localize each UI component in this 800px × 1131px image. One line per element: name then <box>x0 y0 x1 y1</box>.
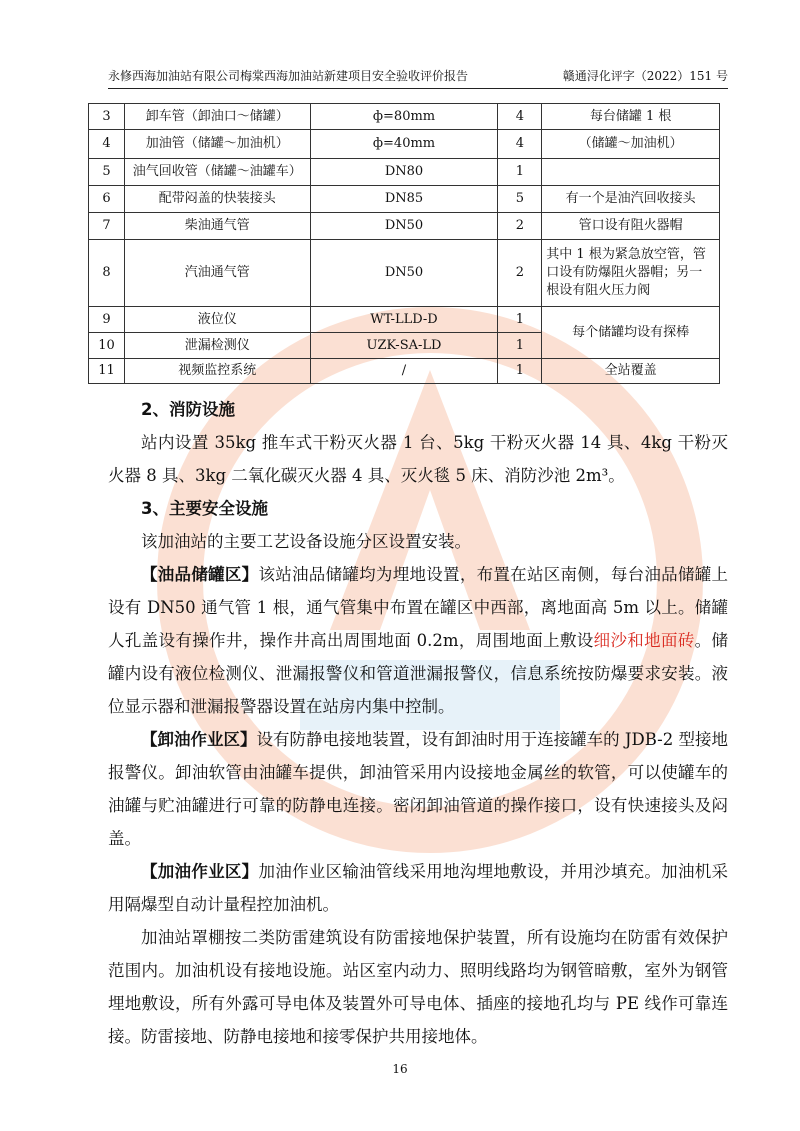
report-body <box>108 393 728 1053</box>
fire-facilities-paragraph: 站内设置 35kg 推车式干粉灭火器 1 台、5kg 干粉灭火器 14 具、4kg 干粉灭火器 8 具、3kg 二氧化碳灭火器 4 具、灭火毯 5 床、消防沙池 2m³。 <box>108 433 728 485</box>
page-header <box>108 66 728 89</box>
item-spec: DN80 <box>310 159 498 186</box>
table-row <box>89 186 720 213</box>
row-number: 8 <box>89 240 125 307</box>
item-quantity: 1 <box>498 359 542 384</box>
item-note-merged: 每个储罐均设有探棒 <box>542 307 720 359</box>
item-note: 每台储罐 1 根 <box>542 104 720 130</box>
item-spec: UZK-SA-LD <box>310 333 498 359</box>
row-number: 5 <box>89 159 125 186</box>
row-number: 4 <box>89 130 125 159</box>
row-number: 10 <box>89 333 125 359</box>
item-spec: ф=80mm <box>310 104 498 130</box>
table-row <box>89 307 720 333</box>
item-spec: DN85 <box>310 186 498 213</box>
tank-area-text-b: 。储罐内设有液位检测仪、泄漏报警仪和管道泄漏报警仪，信息系统按防爆要求安装。液位显示器和泄漏报警器设置在站房内集中控制。 <box>108 631 729 716</box>
fuel-area-label: 【加油作业区】 <box>141 862 259 881</box>
header-report-number: 赣通浔化评字（2022）151 号 <box>562 69 728 83</box>
item-name: 视频监控系统 <box>124 359 310 384</box>
item-name: 卸车管（卸油口～储罐） <box>124 104 310 130</box>
item-quantity: 1 <box>498 307 542 333</box>
item-quantity: 2 <box>498 213 542 240</box>
table-row <box>89 130 720 159</box>
lightning-protection-paragraph: 加油站罩棚按二类防雷建筑设有防雷接地保护装置，所有设施均在防雷有效保护范围内。加油机设有接地设施。站区室内动力、照明线路均为钢管暗敷，室外为钢管埋地敷设，所有外露可导电体及装置外可导电体、插座的接地孔均与 PE 线作可靠连接。防雷接地、防静电接地和接零保护共用接地体。 <box>108 928 728 1046</box>
unload-area-paragraph <box>108 723 728 855</box>
item-note: （储罐～加油机） <box>542 130 720 159</box>
page-number: 16 <box>392 1062 408 1076</box>
item-spec: WT-LLD-D <box>310 307 498 333</box>
item-quantity: 4 <box>498 130 542 159</box>
fuel-area-paragraph <box>108 855 728 921</box>
table-row <box>89 240 720 307</box>
item-quantity: 4 <box>498 104 542 130</box>
row-number: 7 <box>89 213 125 240</box>
row-number: 6 <box>89 186 125 213</box>
item-name: 配带闷盖的快装接头 <box>124 186 310 213</box>
item-note: 有一个是油汽回收接头 <box>542 186 720 213</box>
table-row <box>89 213 720 240</box>
item-name: 液位仪 <box>124 307 310 333</box>
item-spec: DN50 <box>310 213 498 240</box>
item-name: 加油管（储罐～加油机） <box>124 130 310 159</box>
section-heading-safety: 3、主要安全设施 <box>141 499 268 518</box>
table-row <box>89 104 720 130</box>
item-name: 油气回收管（储罐～油罐车） <box>124 159 310 186</box>
row-number: 11 <box>89 359 125 384</box>
item-spec: / <box>310 359 498 384</box>
item-spec: ф=40mm <box>310 130 498 159</box>
item-note: 管口设有阻火器帽 <box>542 213 720 240</box>
header-report-title: 永修西海加油站有限公司梅棠西海加油站新建项目安全验收评价报告 <box>108 69 469 83</box>
item-quantity: 1 <box>498 333 542 359</box>
tank-area-text-a: 该站油品储罐均为埋地设置，布置在站区南侧，每台油品储罐上设有 DN50 通气管 1 根，通气管集中布置在罐区中西部，离地面高 5m 以上。储罐人孔盖设有操作井，操作井高出周围地面 0.2m，周围地面上敷设 <box>108 565 729 650</box>
tank-area-label: 【油品储罐区】 <box>141 565 259 584</box>
fuel-area-text: 加油作业区输油管线采用地沟埋地敷设，并用沙填充。加油机采用隔爆型自动计量程控加油机。 <box>108 862 729 914</box>
item-spec: DN50 <box>310 240 498 307</box>
unload-area-text: 设有防静电接地装置，设有卸油时用于连接罐车的 JDB-2 型接地报警仪。卸油软管由油罐车提供，卸油管采用内设接地金属丝的软管，可以使罐车的油罐与贮油罐进行可靠的防静电连接。密闭卸油管道的操作接口，设有快速接头及闷盖。 <box>108 730 729 848</box>
table-row <box>89 159 720 186</box>
unload-area-label: 【卸油作业区】 <box>141 730 257 749</box>
item-note: 其中 1 根为紧急放空管，管口设有防爆阻火器帽；另一根设有阻火压力阀 <box>542 240 720 307</box>
item-name: 泄漏检测仪 <box>124 333 310 359</box>
item-name: 汽油通气管 <box>124 240 310 307</box>
item-note <box>542 159 720 186</box>
safety-intro-paragraph: 该加油站的主要工艺设备设施分区设置安装。 <box>141 532 471 551</box>
item-quantity: 1 <box>498 159 542 186</box>
item-quantity: 5 <box>498 186 542 213</box>
item-name: 柴油通气管 <box>124 213 310 240</box>
item-note: 全站覆盖 <box>542 359 720 384</box>
item-quantity: 2 <box>498 240 542 307</box>
tank-area-highlight: 细沙和地面砖 <box>593 631 695 650</box>
section-heading-fire: 2、消防设施 <box>141 400 235 419</box>
equipment-table <box>88 103 720 384</box>
row-number: 3 <box>89 104 125 130</box>
table-row <box>89 359 720 384</box>
row-number: 9 <box>89 307 125 333</box>
tank-area-paragraph <box>108 558 728 723</box>
